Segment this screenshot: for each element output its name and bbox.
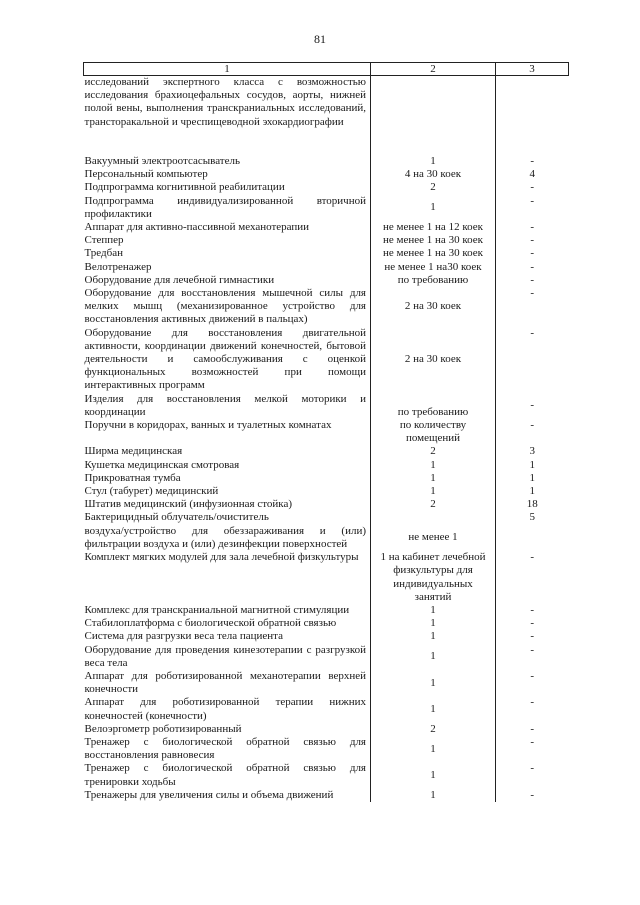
equipment-value: - bbox=[496, 696, 569, 722]
table-row bbox=[84, 644, 569, 670]
equipment-value: - bbox=[496, 723, 569, 736]
table-row bbox=[84, 327, 569, 393]
equipment-name: Стул (табурет) медицинский bbox=[84, 485, 219, 498]
table-row bbox=[84, 181, 569, 194]
header-col-1: 1 bbox=[84, 63, 371, 76]
equipment-quantity: 1 bbox=[371, 485, 496, 498]
equipment-name: Степпер bbox=[84, 234, 124, 247]
equipment-name: Прикроватная тумба bbox=[84, 471, 181, 484]
table-row bbox=[84, 551, 569, 604]
table-row bbox=[84, 670, 569, 696]
equipment-value: 4 bbox=[496, 168, 569, 181]
equipment-name: Тренажеры для увеличения силы и объема движений bbox=[84, 788, 334, 801]
table-row bbox=[84, 498, 569, 511]
equipment-value: - bbox=[496, 181, 569, 194]
equipment-name: Велоэргометр роботизированный bbox=[84, 722, 242, 735]
equipment-value: - bbox=[496, 261, 569, 274]
equipment-name: Комплект мягких модулей для зала лечебной физкультуры bbox=[84, 551, 359, 564]
table-row bbox=[84, 287, 569, 327]
table-row bbox=[84, 459, 569, 472]
equipment-name: Бактерицидный облучатель/очиститель bbox=[84, 511, 269, 524]
equipment-name: Комплекс для транскраниальной магнитной стимуляции bbox=[84, 603, 350, 616]
equipment-name: Аппарат для роботизированной механотерапии верхней конечности bbox=[84, 669, 366, 696]
equipment-quantity: 1 на кабинет лечебной физкультуры для индивидуальных занятий bbox=[371, 551, 496, 604]
equipment-name: Тренажер с биологической обратной связью для тренировки ходьбы bbox=[84, 762, 366, 788]
equipment-value: - bbox=[496, 155, 569, 168]
equipment-quantity: 2 на 30 коек bbox=[371, 327, 496, 393]
equipment-quantity: не менее 1 на30 коек bbox=[371, 261, 496, 274]
equipment-quantity: 1 bbox=[371, 617, 496, 630]
equipment-value: - bbox=[496, 419, 569, 445]
equipment-quantity: 1 bbox=[371, 789, 496, 802]
equipment-value: 1 bbox=[496, 485, 569, 498]
table-row bbox=[84, 261, 569, 274]
table-row bbox=[84, 155, 569, 168]
equipment-quantity: не менее 1 на 12 коек bbox=[371, 221, 496, 234]
table-row bbox=[84, 485, 569, 498]
equipment-quantity: 4 на 30 коек bbox=[371, 168, 496, 181]
equipment-quantity: 1 bbox=[371, 472, 496, 485]
header-col-2: 2 bbox=[371, 63, 496, 76]
equipment-name: Оборудование для лечебной гимнастики bbox=[84, 273, 275, 286]
table-row bbox=[84, 736, 569, 762]
equipment-quantity: 1 bbox=[371, 736, 496, 762]
table-row bbox=[84, 762, 569, 788]
table-row bbox=[84, 511, 569, 524]
equipment-value bbox=[496, 76, 569, 156]
equipment-name: Оборудование для восстановления двигательной активности, координации движений конечностей, бытовой деятельности и самообслуживания с оценкой функциональных возможностей при помощи интерактивных программ bbox=[84, 326, 366, 392]
equipment-value: - bbox=[496, 617, 569, 630]
equipment-quantity: 1 bbox=[371, 459, 496, 472]
equipment-value: 5 bbox=[496, 511, 569, 524]
table-row bbox=[84, 234, 569, 247]
equipment-value: - bbox=[496, 762, 569, 788]
table-row bbox=[84, 604, 569, 617]
table-row bbox=[84, 445, 569, 458]
table-row bbox=[84, 472, 569, 485]
equipment-quantity: 2 bbox=[371, 498, 496, 511]
equipment-value: - bbox=[496, 327, 569, 393]
equipment-value: - bbox=[496, 630, 569, 643]
equipment-value: - bbox=[496, 393, 569, 419]
equipment-quantity bbox=[371, 76, 496, 156]
equipment-name: Подпрограмма индивидуализированной вторичной профилактики bbox=[84, 194, 366, 220]
equipment-name: Изделия для восстановления мелкой моторики и координации bbox=[84, 392, 366, 418]
page-number: 81 bbox=[314, 32, 326, 46]
equipment-name: Аппарат для активно-пассивной механотерапии bbox=[84, 221, 310, 234]
equipment-name: Оборудование для проведения кинезотерапии с разгрузкой веса тела bbox=[84, 643, 366, 669]
equipment-value bbox=[496, 525, 569, 551]
equipment-name: Аппарат для роботизированной терапии нижних конечностей (конечности) bbox=[84, 696, 366, 722]
equipment-name: Вакуумный электроотсасыватель bbox=[84, 155, 240, 167]
equipment-name: Велотренажер bbox=[84, 260, 152, 273]
table-row bbox=[84, 419, 569, 445]
equipment-quantity: не менее 1 на 30 коек bbox=[371, 234, 496, 247]
equipment-table bbox=[83, 62, 569, 802]
table-row bbox=[84, 630, 569, 643]
equipment-value: - bbox=[496, 736, 569, 762]
equipment-quantity: по количеству помещений bbox=[371, 419, 496, 445]
equipment-quantity: 2 bbox=[371, 181, 496, 194]
equipment-name: Ширма медицинская bbox=[84, 445, 183, 458]
equipment-quantity: 1 bbox=[371, 604, 496, 617]
table-row bbox=[84, 789, 569, 802]
equipment-value: - bbox=[496, 247, 569, 260]
equipment-value: - bbox=[496, 287, 569, 327]
equipment-name: воздуха/устройство для обеззараживания и (или) фильтрации воздуха и (или) дезинфекции поверхностей bbox=[84, 524, 366, 550]
table-row bbox=[84, 617, 569, 630]
equipment-quantity: 2 bbox=[371, 723, 496, 736]
equipment-quantity: 1 bbox=[371, 630, 496, 643]
equipment-value: 18 bbox=[496, 498, 569, 511]
equipment-quantity: не менее 1 на 30 коек bbox=[371, 247, 496, 260]
equipment-quantity: не менее 1 bbox=[371, 525, 496, 551]
equipment-value: - bbox=[496, 604, 569, 617]
equipment-value: - bbox=[496, 551, 569, 604]
equipment-name: Подпрограмма когнитивной реабилитации bbox=[84, 181, 285, 194]
table-row bbox=[84, 723, 569, 736]
equipment-quantity bbox=[371, 511, 496, 524]
table-row bbox=[84, 76, 569, 156]
table-row bbox=[84, 221, 569, 234]
equipment-value: - bbox=[496, 789, 569, 802]
equipment-quantity: 1 bbox=[371, 696, 496, 722]
equipment-value: - bbox=[496, 670, 569, 696]
equipment-quantity: 2 bbox=[371, 445, 496, 458]
header-col-3: 3 bbox=[496, 63, 569, 76]
equipment-value: 1 bbox=[496, 472, 569, 485]
equipment-name: Штатив медицинский (инфузионная стойка) bbox=[84, 498, 293, 511]
equipment-quantity: 1 bbox=[371, 762, 496, 788]
equipment-quantity: 1 bbox=[371, 155, 496, 168]
equipment-name: Кушетка медицинская смотровая bbox=[84, 458, 240, 471]
equipment-quantity: 2 на 30 коек bbox=[371, 287, 496, 327]
equipment-name: Стабилоплатформа с биологической обратной связью bbox=[84, 617, 337, 630]
table-row bbox=[84, 195, 569, 221]
equipment-value: - bbox=[496, 274, 569, 287]
equipment-name: Тредбан bbox=[84, 247, 123, 260]
table-header-row bbox=[84, 63, 569, 76]
table-row bbox=[84, 696, 569, 722]
equipment-name: Персональный компьютер bbox=[84, 168, 208, 181]
table-row bbox=[84, 168, 569, 181]
equipment-name: исследований экспертного класса с возможностью исследования брахиоцефальных сосудов, аорты, нижней полой вены, выполнения транскраниальных исследований, трансторакальной и чреспищеводной эхокардиографии bbox=[84, 76, 366, 128]
table-row bbox=[84, 525, 569, 551]
equipment-value: - bbox=[496, 234, 569, 247]
equipment-quantity: 1 bbox=[371, 195, 496, 221]
equipment-name: Тренажер с биологической обратной связью для восстановления равновесия bbox=[84, 735, 366, 762]
table-row bbox=[84, 274, 569, 287]
equipment-quantity: по требованию bbox=[371, 393, 496, 419]
equipment-value: - bbox=[496, 195, 569, 221]
table-row bbox=[84, 247, 569, 260]
equipment-name: Поручни в коридорах, ванных и туалетных комнатах bbox=[84, 419, 332, 432]
equipment-quantity: по требованию bbox=[371, 274, 496, 287]
equipment-quantity: 1 bbox=[371, 644, 496, 670]
equipment-value: - bbox=[496, 644, 569, 670]
equipment-value: 3 bbox=[496, 445, 569, 458]
equipment-name: Оборудование для восстановления мышечной силы для мелких мышц (механизированное устройство для восстановления активных движений в пальцах) bbox=[84, 287, 366, 326]
equipment-name: Система для разгрузки веса тела пациента bbox=[84, 630, 284, 643]
equipment-value: - bbox=[496, 221, 569, 234]
table-row bbox=[84, 393, 569, 419]
equipment-value: 1 bbox=[496, 459, 569, 472]
equipment-quantity: 1 bbox=[371, 670, 496, 696]
